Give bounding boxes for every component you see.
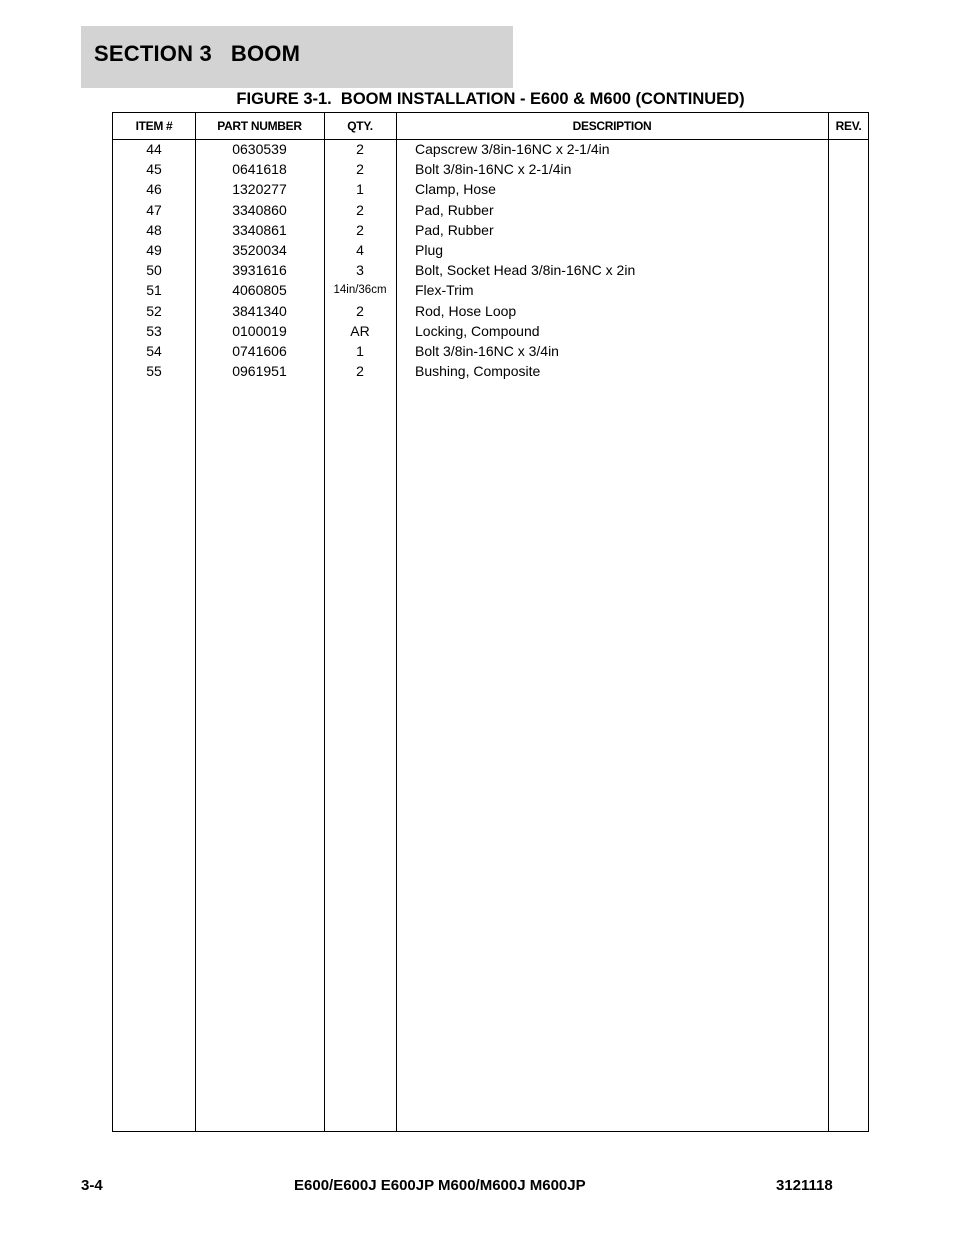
figure-title: FIGURE 3-1. BOOM INSTALLATION - E600 & M600 (CONTINUED)	[236, 90, 745, 108]
table-row	[113, 282, 868, 302]
section-title: SECTION 3 BOOM	[94, 41, 301, 66]
table-row	[113, 181, 868, 201]
description: Flex-Trim	[415, 282, 474, 299]
item-number: 49	[146, 241, 162, 258]
description: Rod, Hose Loop	[415, 302, 517, 319]
footer-models: E600/E600J E600JP M600/M600J M600JP	[294, 1177, 586, 1194]
footer-page-number: 3-4	[81, 1177, 103, 1194]
item-number: 46	[146, 181, 162, 198]
part-number: 0630539	[232, 141, 287, 157]
column-header-qty: QTY.	[347, 119, 373, 133]
description: Locking, Compound	[415, 322, 540, 339]
column-header-part-number: PART NUMBER	[217, 119, 302, 133]
item-number: 51	[146, 282, 162, 299]
part-number: 0100019	[232, 322, 287, 339]
description: Clamp, Hose	[415, 181, 496, 198]
section-header-band	[81, 26, 513, 88]
item-number: 45	[146, 161, 162, 178]
table-row	[113, 222, 868, 242]
quantity: 2	[356, 201, 364, 218]
quantity: 2	[356, 302, 364, 319]
description: Capscrew 3/8in-16NC x 2-1/4in	[415, 141, 610, 157]
item-number: 48	[146, 221, 162, 238]
table-row	[113, 262, 868, 282]
item-number: 55	[146, 363, 162, 380]
part-number: 1320277	[232, 181, 287, 198]
column-header-description: DESCRIPTION	[572, 119, 652, 133]
table-row	[113, 303, 868, 323]
header-divider	[113, 139, 868, 140]
quantity: 14in/36cm	[333, 284, 387, 297]
table-row	[113, 141, 868, 161]
footer-doc-number: 3121118	[776, 1177, 833, 1194]
table-row	[113, 202, 868, 222]
quantity: AR	[350, 322, 370, 339]
part-number: 4060805	[232, 282, 287, 299]
column-header-rev: REV.	[835, 119, 862, 133]
part-number: 3340860	[232, 201, 287, 218]
part-number: 3520034	[232, 241, 287, 258]
part-number: 3931616	[232, 262, 287, 279]
table-row	[113, 343, 868, 363]
part-number: 0741606	[232, 342, 287, 359]
item-number: 53	[146, 322, 162, 339]
table-row	[113, 161, 868, 181]
part-number: 0641618	[232, 161, 287, 178]
item-number: 50	[146, 262, 162, 279]
quantity: 2	[356, 221, 364, 238]
table-row	[113, 363, 868, 383]
quantity: 1	[356, 181, 364, 198]
part-number: 3841340	[232, 302, 287, 319]
description: Pad, Rubber	[415, 201, 494, 218]
item-number: 44	[146, 141, 162, 157]
part-number: 3340861	[232, 221, 287, 238]
quantity: 2	[356, 161, 364, 178]
quantity: 1	[356, 342, 364, 359]
description: Bolt 3/8in-16NC x 2-1/4in	[415, 161, 572, 178]
table-body	[113, 141, 868, 383]
table-row	[113, 242, 868, 262]
description: Bolt, Socket Head 3/8in-16NC x 2in	[415, 262, 636, 279]
description: Pad, Rubber	[415, 221, 494, 238]
description: Bushing, Composite	[415, 363, 541, 380]
item-number: 47	[146, 201, 162, 218]
item-number: 54	[146, 342, 162, 359]
quantity: 4	[356, 241, 364, 258]
table-row	[113, 323, 868, 343]
description: Plug	[415, 241, 444, 258]
part-number: 0961951	[232, 363, 287, 380]
description: Bolt 3/8in-16NC x 3/4in	[415, 342, 559, 359]
quantity: 2	[356, 141, 364, 157]
parts-table	[112, 112, 869, 1132]
quantity: 2	[356, 363, 364, 380]
item-number: 52	[146, 302, 162, 319]
column-header-item: ITEM #	[135, 119, 173, 133]
quantity: 3	[356, 262, 364, 279]
